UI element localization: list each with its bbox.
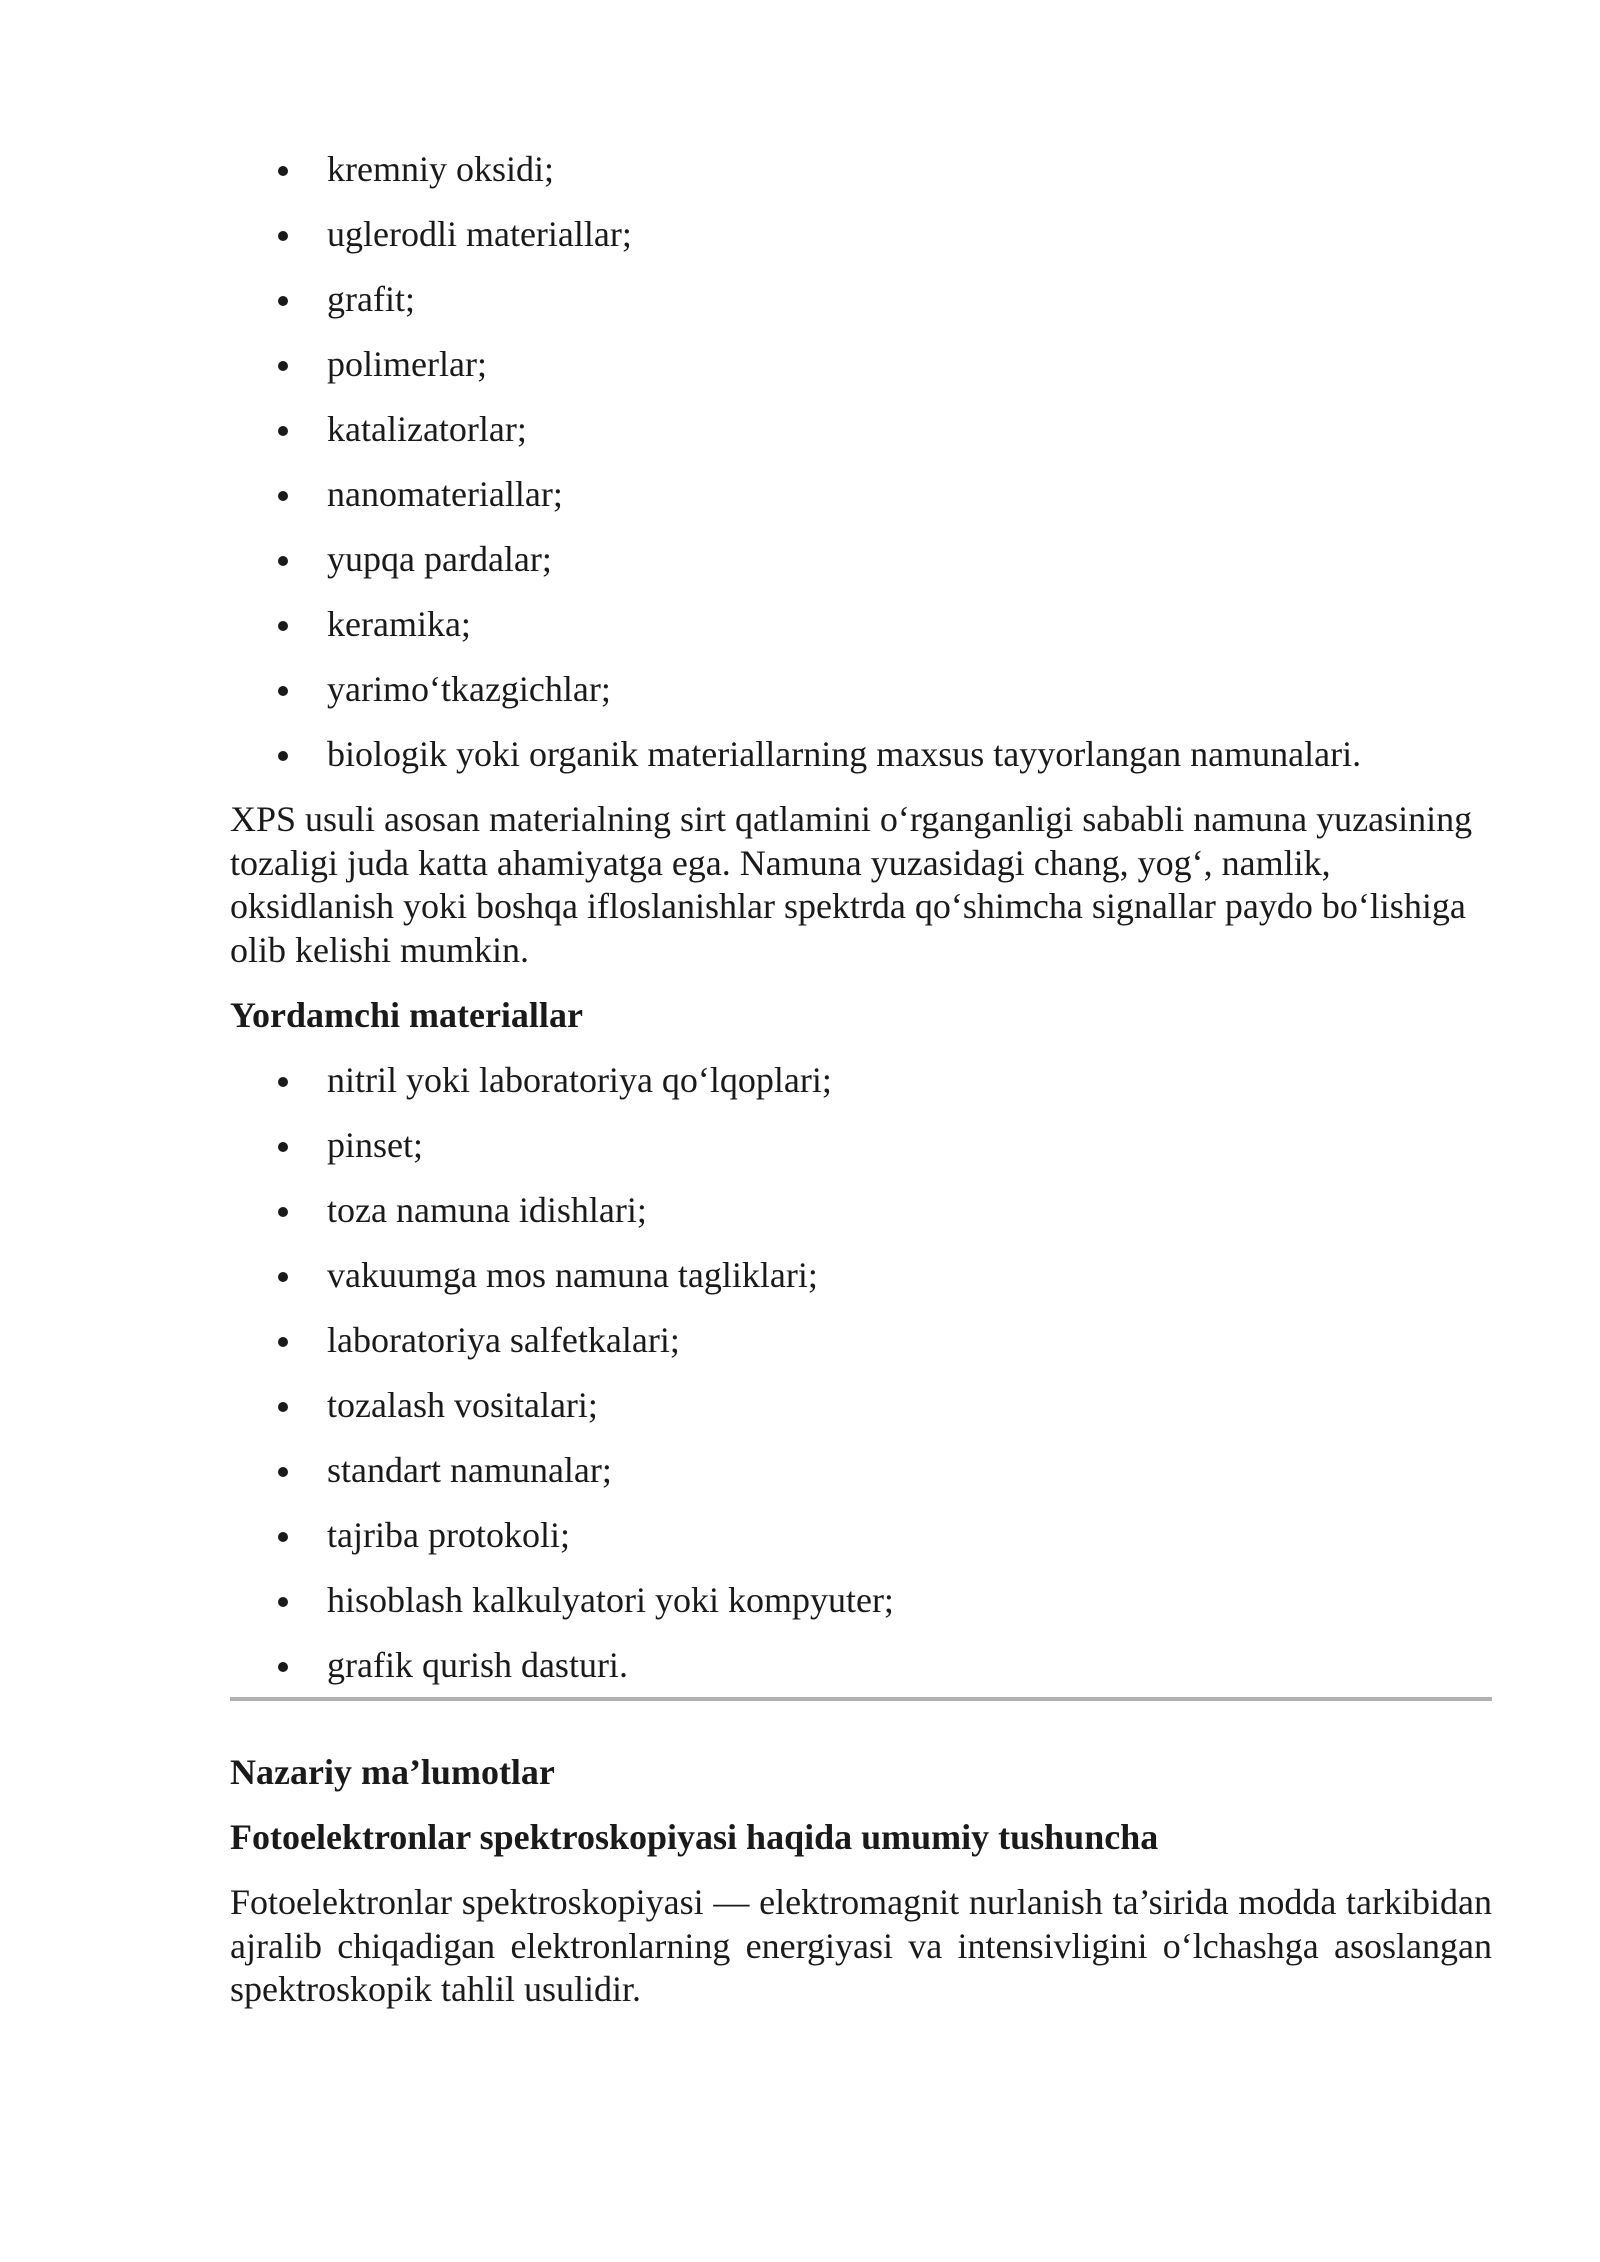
theory-heading: Nazariy ma’lumotlar [230,1752,555,1792]
bullet-icon [278,1207,288,1217]
xps-surface-paragraph: XPS usuli asosan materialning sirt qatlamini o‘rganganligi sababli namuna yuzasining tozaligi juda katta ahamiyatga ega. Namuna yuzasidagi chang, yog‘, namlik, oksidlanish yoki boshqa ifloslanishlar spektrda qo‘shimcha signallar paydo bo‘lishiga olib kelishi mumkin. [230,799,1473,970]
list-item-text: standart namunalar; [327,1450,612,1490]
bullet-icon [278,751,288,761]
bullet-icon [278,296,288,306]
bullet-icon [278,1467,288,1477]
bullet-icon [278,231,288,241]
list-item [230,603,1492,668]
list-item [230,408,1492,473]
list-item [230,1189,1492,1254]
list-item [230,1514,1492,1579]
list-item [230,1644,1492,1697]
list-item [230,213,1492,278]
list-item-text: tozalash vositalari; [327,1385,598,1425]
photoelectron-spectroscopy-paragraph: Fotoelektronlar spektroskopiyasi — elektromagnit nurlanish ta’sirida modda tarkibidan ajralib chiqadigan elektronlarning energiyasi va intensivligini o‘lchashga asoslangan spektroskopik tahlil usulidir. [230,1882,1492,2009]
bullet-icon [278,1077,288,1087]
list-item [230,278,1492,343]
bullet-icon [278,1337,288,1347]
bullet-icon [278,1532,288,1542]
list-item-text: katalizatorlar; [327,409,527,449]
bullet-icon [278,166,288,176]
list-item [230,1124,1492,1189]
bullet-icon [278,491,288,501]
bullet-icon [278,1272,288,1282]
list-item [230,1059,1492,1124]
list-item [230,1254,1492,1319]
spacer [230,1701,1492,1751]
auxiliary-materials-list [230,1059,1492,1697]
list-item [230,473,1492,538]
list-item-text: toza namuna idishlari; [327,1190,647,1230]
bullet-icon [278,1597,288,1607]
list-item-text: vakuumga mos namuna tagliklari; [327,1255,818,1295]
list-item-text: nitril yoki laboratoriya qo‘lqoplari; [327,1060,832,1100]
list-item-text: biologik yoki organik materiallarning maxsus tayyorlangan namunalari. [327,734,1362,774]
list-item-text: grafik qurish dasturi. [327,1645,628,1685]
list-item [230,343,1492,408]
bullet-icon [278,1662,288,1672]
list-item-text: yarimo‘tkazgichlar; [327,669,611,709]
list-item-text: keramika; [327,604,471,644]
list-item-text: kremniy oksidi; [327,149,554,189]
list-item [230,148,1492,213]
auxiliary-materials-heading: Yordamchi materiallar [230,995,583,1035]
bullet-icon [278,556,288,566]
list-item [230,1449,1492,1514]
photoelectron-spectroscopy-heading: Fotoelektronlar spektroskopiyasi haqida umumiy tushuncha [230,1817,1159,1857]
list-item-text: grafit; [327,279,415,319]
list-item [230,668,1492,733]
bullet-icon [278,426,288,436]
list-item-text: polimerlar; [327,344,487,384]
materials-list [230,148,1492,798]
list-item-text: yupqa pardalar; [327,539,552,579]
list-item-text: uglerodli materiallar; [327,214,632,254]
list-item [230,538,1492,603]
document-page [230,148,1492,2034]
list-item-text: tajriba protokoli; [327,1515,570,1555]
bullet-icon [278,361,288,371]
bullet-icon [278,686,288,696]
bullet-icon [278,1142,288,1152]
list-item-text: hisoblash kalkulyatori yoki kompyuter; [327,1580,894,1620]
list-item [230,1579,1492,1644]
list-item-text: nanomateriallar; [327,474,563,514]
bullet-icon [278,1402,288,1412]
list-item [230,733,1492,798]
bullet-icon [278,621,288,631]
list-item [230,1319,1492,1384]
list-item-text: pinset; [327,1125,423,1165]
list-item-text: laboratoriya salfetkalari; [327,1320,680,1360]
list-item [230,1384,1492,1449]
